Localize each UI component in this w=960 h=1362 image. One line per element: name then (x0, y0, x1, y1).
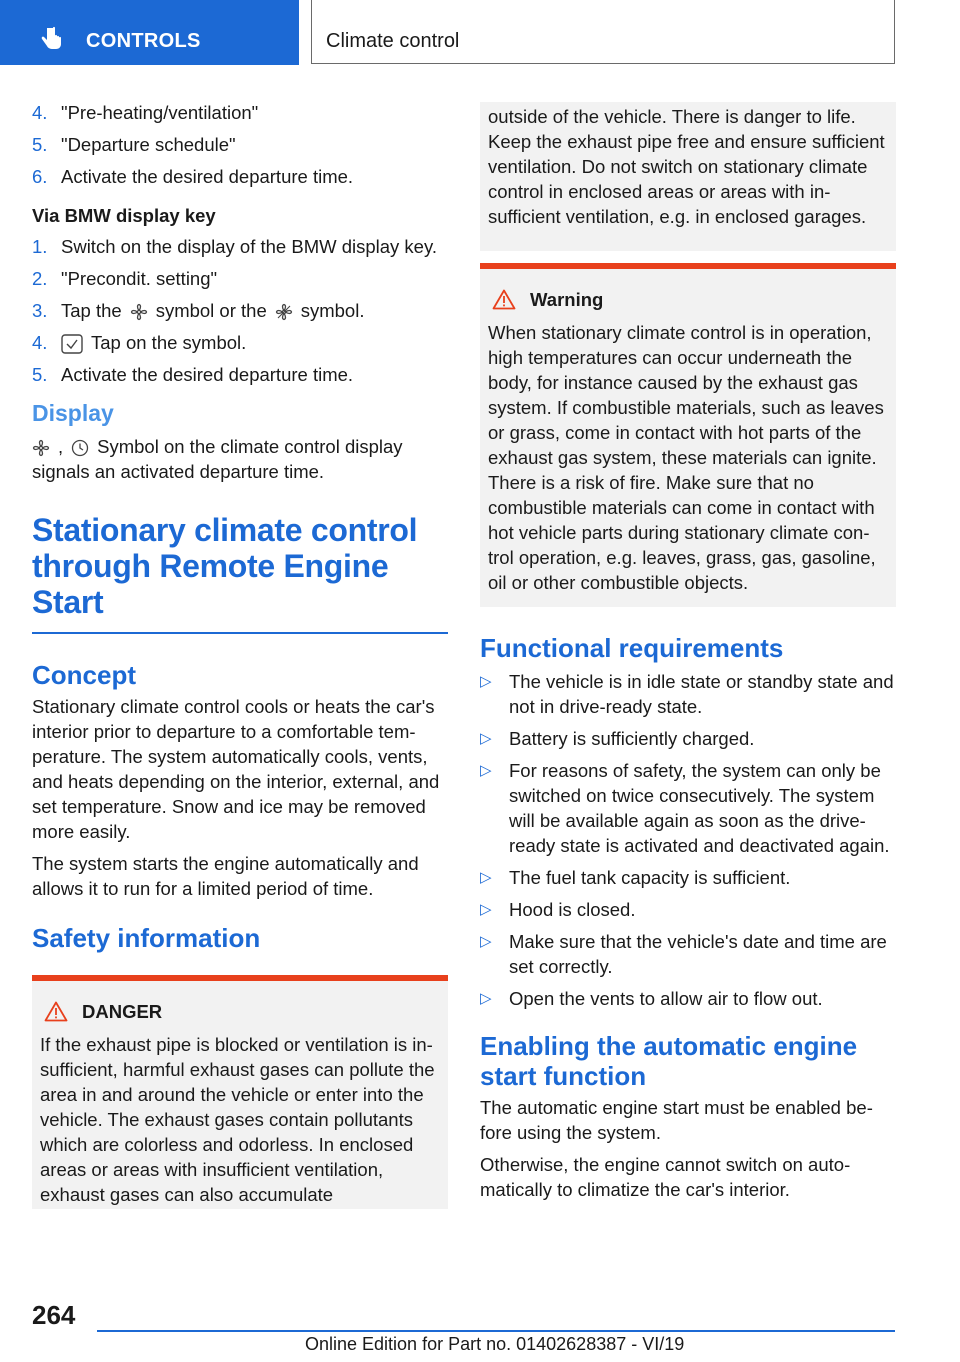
step-text: Activate the desired departure time. (61, 166, 354, 187)
enable-paragraph: The automatic engine start must be enabled before using the system. (480, 1097, 873, 1143)
display-description: Symbol on the climate control display signals an activated departure time. (32, 436, 403, 482)
list-item (32, 132, 448, 157)
steps-list-b (32, 234, 448, 387)
list-item (32, 234, 448, 259)
danger-title: DANGER (82, 1000, 163, 1022)
danger-box (32, 975, 448, 1209)
triangle-bullet-icon: ▷ (480, 901, 492, 918)
display-heading: Display (32, 400, 114, 426)
danger-text: If the exhaust pipe is blocked or ventilation is insufficient, harmful exhaust gases can pollute the area in and around the vehicle or enter into the vehicle. The exhaust gases contain pollutants which are colorless and odorless. In enclosed areas or areas with insufficient ventilation, exhaust gases can also accumulate (40, 1033, 435, 1205)
warning-box (480, 263, 896, 607)
step-text: symbol or the (155, 300, 267, 321)
warning-text: When stationary climate control is in operation, high temperatures can occur underneath the body, for instance caused by the exhaust gas system. If combustible materials, such as leaves or grass, come in contact with hot parts of the exhaust gas system, these materials can ignite. There is a risk of fire. Make sure that no combustible materials can come in contact with hot vehicle parts during stationary climate control operation, e.g. leaves, grass, gas, gasoline, oil or other combustible objects. (488, 322, 884, 593)
step-text: Tap on the symbol. (91, 332, 247, 353)
warning-triangle-icon (492, 289, 516, 310)
requirement-text: Open the vents to allow air to flow out. (509, 988, 823, 1009)
main-heading: Stationary climate control through Remote Engine Start (32, 512, 418, 620)
left-column (32, 100, 448, 1209)
step-number: 6. (32, 166, 48, 187)
list-item (32, 164, 448, 189)
step-number: 4. (32, 102, 48, 123)
step-number: 2. (32, 268, 48, 289)
page-number: 264 (32, 1300, 76, 1330)
via-key-heading: Via BMW display key (32, 205, 216, 226)
requirement-text: Hood is closed. (509, 899, 636, 920)
concept-paragraph: Stationary climate control cools or heats the car's interior prior to departure to a comfortable temperature. The system automatically cools, vents, and heats depending on the interior, external, and set temperature. Snow and ice may be removed more easily. (32, 695, 440, 842)
fan-icon (32, 439, 50, 457)
step-text: Tap the (61, 300, 122, 321)
fan-icon (130, 303, 148, 321)
danger-box-continued (480, 102, 896, 251)
triangle-bullet-icon: ▷ (480, 990, 492, 1007)
chapter-box (311, 0, 895, 64)
step-number: 4. (32, 332, 48, 353)
confirm-key-icon (61, 334, 83, 354)
danger-title-row (40, 999, 440, 1024)
display-comma: , (58, 436, 64, 457)
requirement-text: The vehicle is in idle state or standby state and not in drive-ready state. (509, 671, 894, 717)
list-item (32, 298, 448, 323)
hand-pointer-icon (40, 26, 64, 52)
list-item (32, 330, 448, 355)
step-text: "Departure schedule" (61, 134, 236, 155)
step-number: 1. (32, 236, 48, 257)
steps-list-a (32, 100, 448, 189)
step-text: symbol. (300, 300, 365, 321)
footer-rule (97, 1330, 895, 1332)
list-item (480, 865, 896, 890)
triangle-bullet-icon: ▷ (480, 673, 492, 690)
step-text: Activate the desired departure time. (61, 364, 354, 385)
triangle-bullet-icon: ▷ (480, 869, 492, 886)
step-number: 5. (32, 134, 48, 155)
warning-triangle-icon (44, 1001, 68, 1022)
step-number: 5. (32, 364, 48, 385)
section-label: CONTROLS (86, 30, 201, 52)
triangle-bullet-icon: ▷ (480, 933, 492, 950)
step-number: 3. (32, 300, 48, 321)
right-column (480, 102, 896, 1209)
list-item (32, 266, 448, 291)
step-text: "Precondit. setting" (61, 268, 218, 289)
requirement-text: Battery is sufficiently charged. (509, 728, 755, 749)
list-item (32, 100, 448, 125)
edition-note: Online Edition for Part no. 01402628387 - VI/19 (305, 1334, 685, 1354)
triangle-bullet-icon: ▷ (480, 762, 492, 779)
step-text: "Pre-heating/ventilation" (61, 102, 259, 123)
fan-heat-icon (275, 303, 293, 321)
section-tab (0, 0, 299, 65)
list-item (480, 758, 896, 858)
requirement-text: For reasons of safety, the system can only be switched on twice consecutively. The system will be available again as soon as the drive-ready state is activated and deactivated again. (509, 760, 890, 856)
requirement-text: The fuel tank capacity is sufficient. (509, 867, 791, 888)
list-item (480, 726, 896, 751)
list-item (480, 897, 896, 922)
list-item (32, 362, 448, 387)
heading-rule (32, 632, 448, 634)
step-text: Switch on the display of the BMW display key. (61, 236, 437, 257)
functional-requirements-heading: Functional requirements (480, 633, 784, 663)
warning-title: Warning (530, 289, 604, 310)
list-item (480, 669, 896, 719)
enable-paragraph: Otherwise, the engine cannot switch on automatically to climatize the car's interior. (480, 1154, 851, 1200)
concept-paragraph: The system starts the engine automatically and allows it to run for a limited period of time. (32, 852, 419, 899)
triangle-bullet-icon: ▷ (480, 730, 492, 747)
enable-heading: Enabling the automatic engine start function (480, 1031, 858, 1091)
list-item (480, 929, 896, 979)
clock-icon (71, 439, 89, 457)
safety-heading: Safety information (32, 922, 261, 953)
requirements-list (480, 669, 896, 1011)
concept-heading: Concept (32, 659, 136, 690)
requirement-text: Make sure that the vehicle's date and time are set correctly. (509, 931, 887, 977)
list-item (480, 986, 896, 1011)
chapter-title: Climate control (326, 30, 460, 52)
display-text (32, 434, 448, 484)
danger-text-continued: outside of the vehicle. There is danger to life. Keep the exhaust pipe free and ensure sufficient ventilation. Do not switch on stationary climate control in enclosed areas or areas with insufficient ventilation, e.g. in enclosed garages. (488, 106, 885, 227)
warning-title-row (488, 287, 888, 312)
